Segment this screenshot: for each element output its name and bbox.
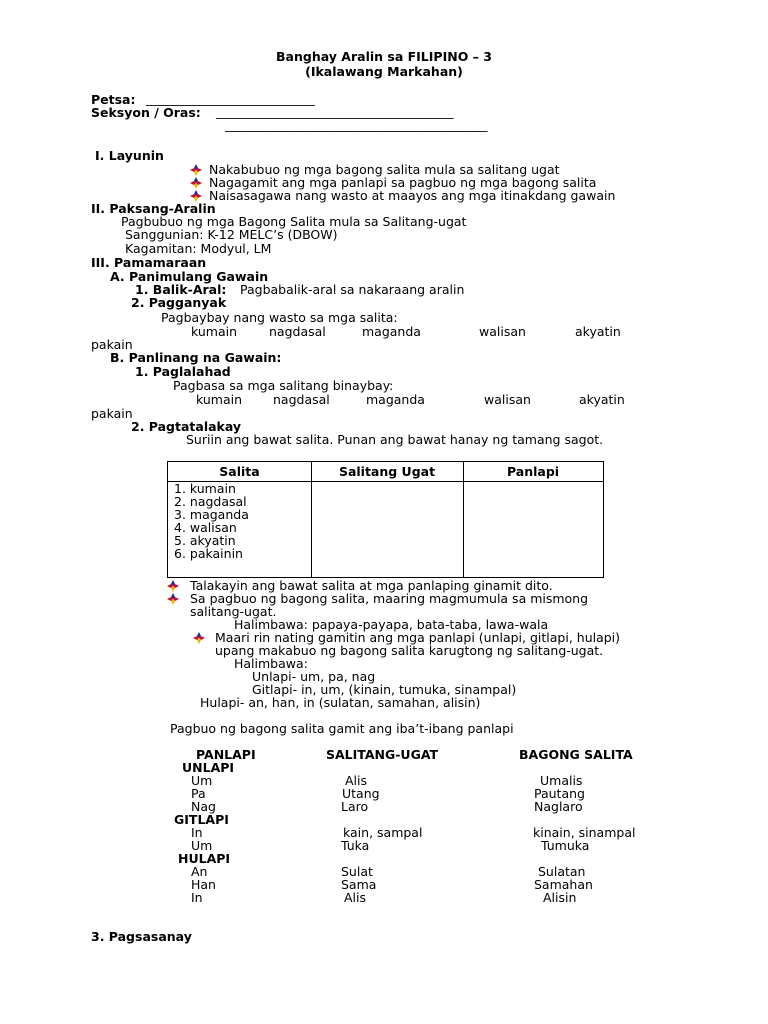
panlapi-cell: Han bbox=[191, 877, 216, 892]
pagtatalakay-text: Suriin ang bawat salita. Punan ang bawat hanay ng tamang sagot. bbox=[186, 432, 604, 447]
bagong-salita-cell: Pautang bbox=[534, 786, 585, 801]
bagong-salita-cell: Naglaro bbox=[534, 799, 583, 814]
hulapi-example: Hulapi- an, han, in (sulatan, samahan, alisin) bbox=[200, 695, 481, 710]
table-row: 6. pakainin bbox=[174, 546, 243, 561]
pagganyak-text: Pagbaybay nang wasto sa mga salita: bbox=[161, 310, 398, 325]
bagong-salita-cell: Tumuka bbox=[541, 838, 590, 853]
salitang-ugat-cell: Utang bbox=[342, 786, 380, 801]
layunin-heading: I. Layunin bbox=[95, 148, 164, 163]
page-subtitle: (Ikalawang Markahan) bbox=[305, 64, 463, 79]
page-title: Banghay Aralin sa FILIPINO – 3 bbox=[276, 49, 492, 64]
seksyon-label: Seksyon / Oras: bbox=[91, 105, 201, 120]
discussion-bullet: Talakayin ang bawat salita at mga panlaping ginamit dito. bbox=[190, 578, 553, 593]
bagong-salita-cell: kinain, sinampal bbox=[533, 825, 636, 840]
pagbuo-header-panlapi: PANLAPI bbox=[196, 747, 256, 762]
pagtatalakay-heading: 2. Pagtatalakay bbox=[131, 419, 242, 434]
panimulang-gawain-heading: A. Panimulang Gawain bbox=[110, 269, 269, 284]
word-item: kumain bbox=[196, 392, 243, 407]
balik-aral-label: 1. Balik-Aral: bbox=[135, 282, 227, 297]
discussion-bullet-continuation: upang makabuo ng bagong salita karugtong ng salitang-ugat. bbox=[215, 643, 604, 658]
word-item: akyatin bbox=[579, 392, 625, 407]
petsa-line: ___________________________ bbox=[146, 91, 315, 106]
paksang-aralin-heading: II. Paksang-Aralin bbox=[91, 201, 216, 216]
arrow-bullet-icon bbox=[190, 164, 202, 176]
arrow-bullet-icon bbox=[167, 593, 179, 605]
paglalahad-heading: 1. Paglalahad bbox=[135, 364, 231, 379]
panlapi-cell: Um bbox=[191, 773, 213, 788]
table-header-salita: Salita bbox=[219, 464, 260, 479]
sanggunian-text: Sanggunian: K-12 MELC’s (DBOW) bbox=[125, 227, 338, 242]
salitang-ugat-cell: Sama bbox=[341, 877, 377, 892]
table-header-salitang-ugat: Salitang Ugat bbox=[338, 464, 436, 479]
word-item: kumain bbox=[191, 324, 238, 339]
seksyon-line: ______________________________________ bbox=[216, 104, 454, 119]
salitang-ugat-cell: Sulat bbox=[341, 864, 373, 879]
word-item: nagdasal bbox=[273, 392, 330, 407]
arrow-bullet-icon bbox=[193, 632, 205, 644]
word-item: pakain bbox=[91, 337, 133, 352]
word-item: walisan bbox=[484, 392, 531, 407]
table-row: 4. walisan bbox=[174, 520, 237, 535]
petsa-label: Petsa: bbox=[91, 92, 136, 107]
word-item: maganda bbox=[362, 324, 421, 339]
paglalahad-text: Pagbasa sa mga salitang binaybay: bbox=[173, 378, 394, 393]
kagamitan-text: Kagamitan: Modyul, LM bbox=[125, 241, 272, 256]
word-item: akyatin bbox=[575, 324, 621, 339]
pagbuo-header-bagong-salita: BAGONG SALITA bbox=[519, 747, 633, 762]
group-label: GITLAPI bbox=[174, 812, 229, 827]
salitang-ugat-cell: kain, sampal bbox=[343, 825, 423, 840]
gitlapi-example: Gitlapi- in, um, (kinain, tumuka, sinampal) bbox=[252, 682, 517, 697]
pagsasanay-heading: 3. Pagsasanay bbox=[91, 929, 192, 944]
word-item: pakain bbox=[91, 406, 133, 421]
bagong-salita-cell: Umalis bbox=[540, 773, 583, 788]
table-header-panlapi: Panlapi bbox=[506, 464, 560, 479]
layunin-item: Nakabubuo ng mga bagong salita mula sa salitang ugat bbox=[209, 162, 560, 177]
table-row: 5. akyatin bbox=[174, 533, 236, 548]
table-row: 1. kumain bbox=[174, 481, 236, 496]
group-label: UNLAPI bbox=[182, 760, 235, 775]
pagganyak-heading: 2. Pagganyak bbox=[131, 295, 227, 310]
word-item: maganda bbox=[366, 392, 425, 407]
panlapi-cell: Nag bbox=[191, 799, 216, 814]
panlapi-cell: In bbox=[191, 890, 203, 905]
salita-table bbox=[167, 461, 604, 578]
paksa-text: Pagbubuo ng mga Bagong Salita mula sa Salitang-ugat bbox=[121, 214, 467, 229]
word-item: nagdasal bbox=[269, 324, 326, 339]
panlapi-cell: In bbox=[191, 825, 203, 840]
layunin-item: Naisasagawa nang wasto at maayos ang mga itinakdang gawain bbox=[209, 188, 616, 203]
panlapi-cell: An bbox=[191, 864, 208, 879]
halimbawa-label: Halimbawa: bbox=[234, 656, 308, 671]
pagbuo-intro: Pagbuo ng bagong salita gamit ang iba’t-ibang panlapi bbox=[170, 721, 514, 736]
group-label: HULAPI bbox=[178, 851, 231, 866]
halimbawa-text: Halimbawa: papaya-payapa, bata-taba, lawa-wala bbox=[234, 617, 549, 632]
discussion-bullet-continuation: salitang-ugat. bbox=[190, 604, 277, 619]
bagong-salita-cell: Alisin bbox=[543, 890, 577, 905]
bagong-salita-cell: Samahan bbox=[534, 877, 593, 892]
bagong-salita-cell: Sulatan bbox=[538, 864, 586, 879]
salitang-ugat-cell: Alis bbox=[344, 890, 367, 905]
panlapi-cell: Pa bbox=[191, 786, 206, 801]
pagbuo-header-salitang-ugat: SALITANG-UGAT bbox=[326, 747, 439, 762]
discussion-bullet: Maari rin nating gamitin ang mga panlapi (unlapi, gitlapi, hulapi) bbox=[215, 630, 621, 645]
unlapi-example: Unlapi- um, pa, nag bbox=[252, 669, 376, 684]
layunin-item: Nagagamit ang mga panlapi sa pagbuo ng mga bagong salita bbox=[209, 175, 597, 190]
arrow-bullet-icon bbox=[190, 177, 202, 189]
extra-line: __________________________________________ bbox=[225, 117, 488, 132]
table-row: 2. nagdasal bbox=[174, 494, 247, 509]
salitang-ugat-cell: Tuka bbox=[341, 838, 370, 853]
pamamaraan-heading: III. Pamamaraan bbox=[91, 255, 207, 270]
arrow-bullet-icon bbox=[167, 580, 179, 592]
panlapi-cell: Um bbox=[191, 838, 213, 853]
word-item: walisan bbox=[479, 324, 526, 339]
salitang-ugat-cell: Alis bbox=[345, 773, 368, 788]
table-row: 3. maganda bbox=[174, 507, 249, 522]
balik-aral-text: Pagbabalik-aral sa nakaraang aralin bbox=[240, 282, 465, 297]
panlinang-gawain-heading: B. Panlinang na Gawain: bbox=[110, 350, 282, 365]
salitang-ugat-cell: Laro bbox=[341, 799, 369, 814]
discussion-bullet: Sa pagbuo ng bagong salita, maaring magmumula sa mismong bbox=[190, 591, 589, 606]
